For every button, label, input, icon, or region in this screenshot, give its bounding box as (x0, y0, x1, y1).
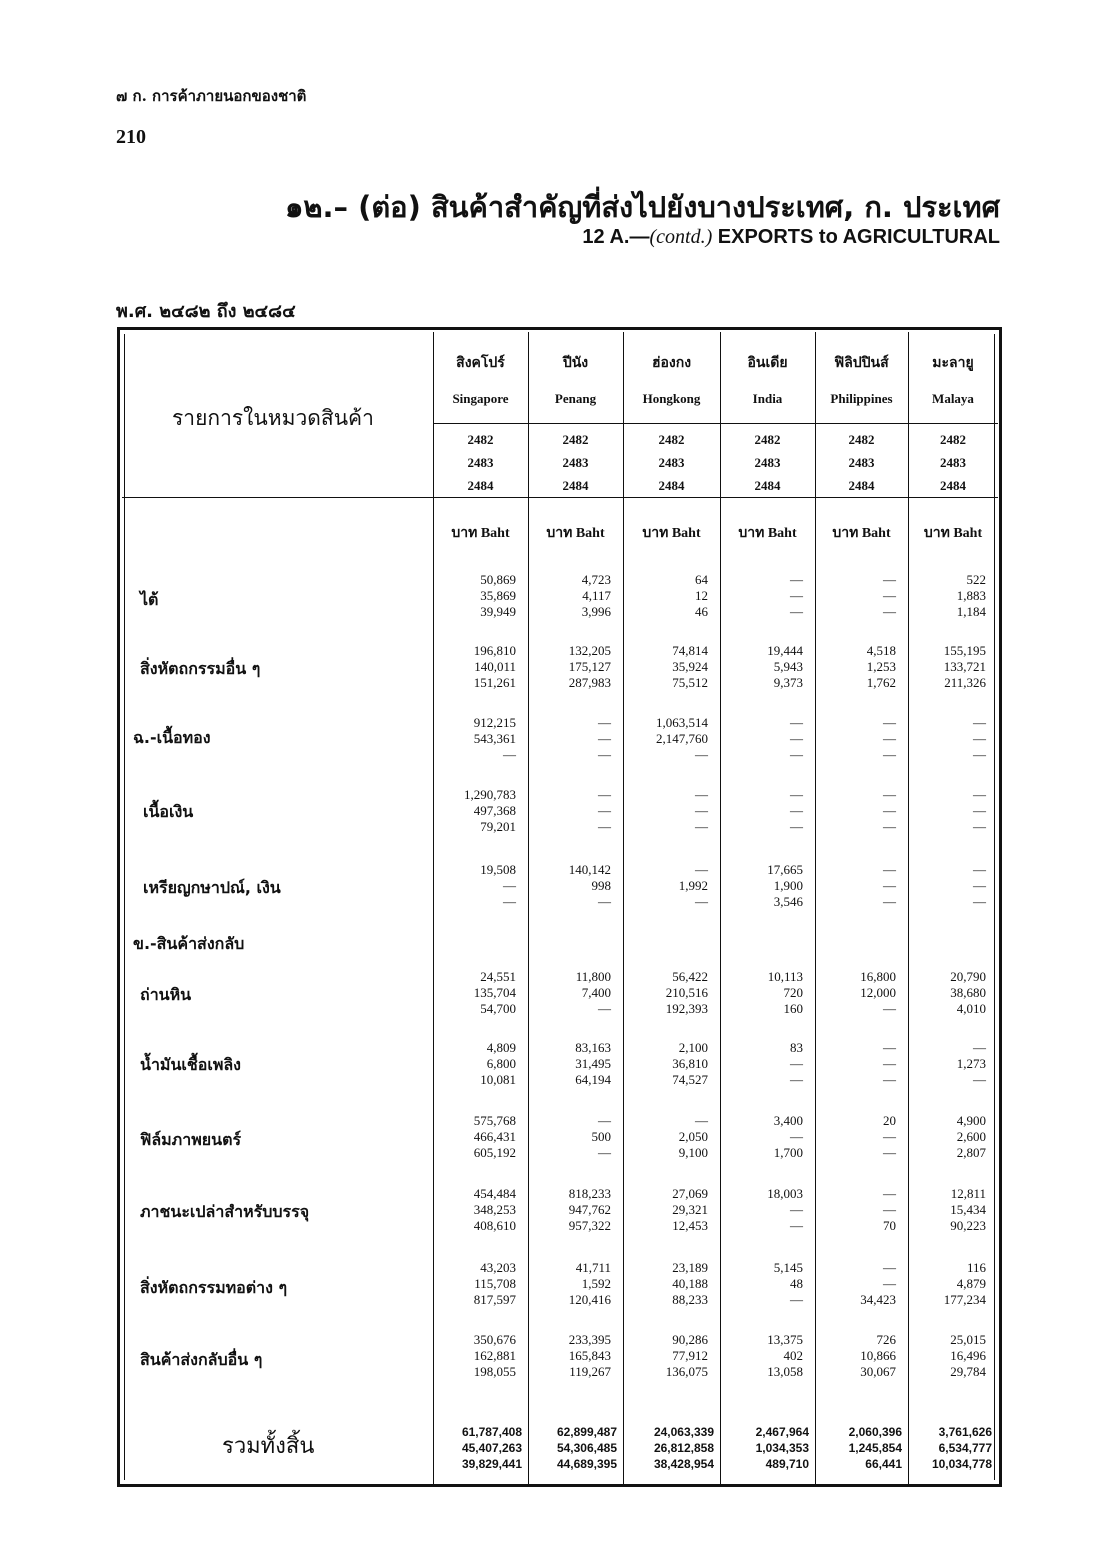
column-year: 2483 (754, 455, 781, 470)
column-unit: บาท Baht (451, 526, 510, 541)
table-cell: 211,326 (944, 675, 986, 690)
table-cell: 165,843 (568, 1348, 611, 1363)
table-cell: 140,011 (474, 659, 516, 674)
column-unit: บาท Baht (738, 526, 797, 541)
table-cell: 1,762 (866, 675, 896, 690)
column-year: 2482 (940, 432, 966, 447)
table-cell: 2,147,760 (656, 731, 708, 746)
column-header-english: Singapore (452, 391, 509, 406)
header-rule (815, 423, 908, 424)
table-cell: 947,762 (568, 1202, 611, 1217)
table-cell: — (973, 819, 986, 834)
title-en-contd: (contd.) (649, 226, 713, 248)
table-cell: 1,063,514 (656, 715, 708, 730)
table-cell: 4,809 (486, 1040, 516, 1055)
table-cell: — (973, 878, 986, 893)
column-header-thai: ปีนัง (562, 355, 589, 371)
table-cell: 2,600 (956, 1129, 986, 1144)
table-cell: 575,768 (473, 1113, 516, 1128)
column-divider (433, 332, 434, 1484)
table-cell: — (695, 894, 708, 909)
column-year: 2482 (754, 432, 781, 447)
table-cell: 31,495 (575, 1056, 611, 1071)
table-cell: 726 (876, 1332, 896, 1347)
column-year: 2482 (562, 432, 589, 447)
header-bottom-rule (122, 497, 998, 498)
table-cell: — (883, 1129, 896, 1144)
table-cell: 500 (591, 1129, 611, 1144)
table-cell: — (883, 1260, 896, 1275)
table-cell: 210,516 (665, 985, 708, 1000)
header-rule (528, 423, 623, 424)
total-label: รวมทั้งสิ้น (222, 1434, 315, 1459)
table-cell: 140,142 (568, 862, 611, 877)
row-label: ภาชนะเปล่าสำหรับบรรจุ (140, 1202, 310, 1221)
table-cell: 24,551 (480, 969, 516, 984)
table-cell: 40,188 (672, 1276, 708, 1291)
table-cell: 1,290,783 (464, 787, 516, 802)
table-cell: 1,592 (581, 1276, 611, 1291)
table-cell: 119,267 (569, 1364, 611, 1379)
table-cell: — (598, 715, 611, 730)
table-cell: — (790, 787, 803, 802)
table-cell: 20,790 (950, 969, 986, 984)
table-cell: 912,215 (473, 715, 516, 730)
table-cell: 56,422 (672, 969, 708, 984)
table-cell: 70 (883, 1218, 896, 1233)
table-cell: 1,184 (956, 604, 986, 619)
table-cell: 90,223 (950, 1218, 986, 1233)
column-year: 2483 (940, 455, 966, 470)
column-unit: บาท Baht (832, 526, 891, 541)
table-cell: 402 (783, 1348, 803, 1363)
total-cell: 1,245,854 (848, 1441, 902, 1455)
table-cell: 497,368 (473, 803, 516, 818)
table-cell: 13,058 (767, 1364, 803, 1379)
table-cell: 287,983 (568, 675, 611, 690)
table-cell: 151,261 (473, 675, 516, 690)
table-cell: — (790, 1056, 803, 1071)
table-cell: 9,373 (773, 675, 803, 690)
table-cell: — (695, 1113, 708, 1128)
table-cell: — (503, 894, 516, 909)
column-unit: บาท Baht (546, 526, 605, 541)
row-label: น้ำมันเชื้อเพลิง (140, 1055, 241, 1074)
table-cell: 29,784 (950, 1364, 986, 1379)
column-year: 2482 (848, 432, 875, 447)
export-table (117, 327, 1002, 1487)
table-cell: — (883, 1186, 896, 1201)
column-divider (815, 332, 816, 1484)
table-cell: — (883, 731, 896, 746)
table-cell: 23,189 (672, 1260, 708, 1275)
year-range: พ.ศ. ๒๔๘๒ ถึง ๒๔๘๔ (116, 301, 296, 322)
title-en-prefix: 12 A.— (582, 226, 650, 248)
table-cell: 135,704 (473, 985, 516, 1000)
table-cell: — (695, 862, 708, 877)
row-label: เนื้อเงิน (143, 802, 194, 821)
row-label: เหรียญกษาปณ์, เงิน (143, 878, 281, 897)
total-cell: 2,467,964 (755, 1425, 809, 1439)
table-cell: — (883, 1202, 896, 1217)
table-cell: 83 (790, 1040, 803, 1055)
table-cell: — (598, 787, 611, 802)
column-divider (720, 332, 721, 1484)
table-cell: — (598, 1145, 611, 1160)
table-cell: — (973, 715, 986, 730)
table-cell: 192,393 (665, 1001, 708, 1016)
table-cell: — (598, 894, 611, 909)
table-cell: — (973, 1040, 986, 1055)
table-cell: — (790, 747, 803, 762)
table-cell: 4,518 (866, 643, 896, 658)
table-cell: 10,866 (860, 1348, 896, 1363)
total-cell: 6,534,777 (938, 1441, 992, 1455)
table-cell: 116 (966, 1260, 986, 1275)
table-cell: 175,127 (568, 659, 611, 674)
table-cell: 16,496 (950, 1348, 986, 1363)
table-cell: 75,512 (672, 675, 708, 690)
table-cell: 115,708 (474, 1276, 516, 1291)
table-cell: 348,253 (473, 1202, 516, 1217)
total-cell: 489,710 (765, 1457, 809, 1471)
table-cell: 10,081 (480, 1072, 516, 1087)
table-cell: 79,201 (480, 819, 516, 834)
column-header-thai: สิงคโปร์ (456, 355, 505, 371)
table-cell: — (598, 1001, 611, 1016)
table-cell: — (883, 803, 896, 818)
row-label: ฟิล์มภาพยนตร์ (140, 1130, 242, 1149)
column-year: 2482 (467, 432, 494, 447)
table-cell: 160 (783, 1001, 803, 1016)
section-label: ข.-สินค้าส่งกลับ (133, 934, 245, 953)
table-cell: 34,423 (860, 1292, 896, 1307)
table-cell: 2,100 (678, 1040, 708, 1055)
table-cell: — (973, 894, 986, 909)
table-cell: 54,700 (480, 1001, 516, 1016)
table-cell: 132,205 (568, 643, 611, 658)
table-cell: 77,912 (672, 1348, 708, 1363)
table-cell: 30,067 (860, 1364, 896, 1379)
table-cell: 155,195 (943, 643, 986, 658)
table-cell: 4,879 (956, 1276, 986, 1291)
table-cell: — (973, 731, 986, 746)
table-cell: — (883, 878, 896, 893)
table-cell: 1,900 (773, 878, 803, 893)
header-rule (908, 423, 998, 424)
table-cell: 46 (695, 604, 708, 619)
table-cell: 198,055 (473, 1364, 516, 1379)
table-cell: — (973, 862, 986, 877)
column-header-thai: ฮ่องกง (651, 355, 692, 371)
table-cell: 83,163 (575, 1040, 611, 1055)
table-cell: 16,800 (860, 969, 896, 984)
table-cell: 957,322 (568, 1218, 611, 1233)
table-cell: 38,680 (950, 985, 986, 1000)
table-cell: 90,286 (672, 1332, 708, 1347)
table-cell: — (503, 878, 516, 893)
row-label: สิ่งหัตถกรรมทอต่าง ๆ (140, 1278, 288, 1297)
column-year: 2484 (848, 478, 875, 493)
page-number: 210 (116, 126, 146, 148)
table-cell: 43,203 (480, 1260, 516, 1275)
table-cell: 1,883 (956, 588, 986, 603)
table-cell: 1,992 (678, 878, 708, 893)
table-cell: — (883, 1276, 896, 1291)
table-cell: 13,375 (767, 1332, 803, 1347)
table-cell: 36,810 (672, 1056, 708, 1071)
table-cell: 4,010 (956, 1001, 986, 1016)
table-cell: 818,233 (568, 1186, 611, 1201)
table-title-thai: ๑๒.– (ต่อ) สินค้าสำคัญที่ส่งไปยังบางประเทศ, ก. ประเทศ (284, 190, 1000, 224)
table-cell: 17,665 (767, 862, 803, 877)
total-cell: 38,428,954 (653, 1457, 714, 1471)
table-cell: 18,003 (767, 1186, 803, 1201)
column-year: 2483 (658, 455, 685, 470)
table-cell: — (503, 747, 516, 762)
table-cell: 74,814 (672, 643, 708, 658)
total-cell: 2,060,396 (848, 1425, 902, 1439)
column-divider (623, 332, 624, 1484)
table-cell: 48 (790, 1276, 803, 1291)
table-cell: 74,527 (672, 1072, 708, 1087)
column-year: 2483 (848, 455, 875, 470)
table-cell: 3,996 (581, 604, 611, 619)
total-cell: 10,034,778 (931, 1457, 992, 1471)
total-cell: 39,829,441 (461, 1457, 522, 1471)
table-cell: — (790, 1218, 803, 1233)
table-cell: 522 (966, 572, 986, 587)
table-cell: 1,253 (866, 659, 896, 674)
table-cell: 133,721 (943, 659, 986, 674)
row-label: ถ่านหิน (140, 985, 192, 1004)
column-header-english: India (752, 391, 783, 406)
table-cell: — (883, 1072, 896, 1087)
table-cell: 12,000 (860, 985, 896, 1000)
table-cell: — (973, 787, 986, 802)
table-cell: 10,113 (767, 969, 803, 984)
table-cell: 12,453 (672, 1218, 708, 1233)
table-cell: 998 (591, 878, 611, 893)
table-cell: — (790, 803, 803, 818)
row-label: สิ่งหัตถกรรมอื่น ๆ (140, 659, 261, 678)
table-cell: 7,400 (581, 985, 611, 1000)
column-header-english: Penang (554, 391, 597, 406)
total-cell: 3,761,626 (938, 1425, 992, 1439)
table-cell: — (790, 604, 803, 619)
table-cell: 350,676 (473, 1332, 516, 1347)
total-cell: 26,812,858 (653, 1441, 714, 1455)
table-cell: 88,233 (672, 1292, 708, 1307)
table-title-english (582, 226, 1000, 249)
column-year: 2484 (562, 478, 589, 493)
header-rule (433, 423, 528, 424)
table-cell: — (598, 731, 611, 746)
description-header: รายการในหมวดสินค้า (172, 406, 374, 430)
table-cell: — (790, 1202, 803, 1217)
table-cell: 1,700 (773, 1145, 803, 1160)
table-cell: 25,015 (950, 1332, 986, 1347)
table-cell: — (883, 894, 896, 909)
column-header-english: Malaya (932, 391, 974, 406)
table-cell: 3,400 (773, 1113, 803, 1128)
header-rule (720, 423, 815, 424)
table-cell: — (695, 819, 708, 834)
table-cell: 9,100 (678, 1145, 708, 1160)
table-cell: 11,800 (575, 969, 611, 984)
table-cell: 27,069 (672, 1186, 708, 1201)
column-year: 2484 (658, 478, 685, 493)
table-cell: — (883, 747, 896, 762)
table-cell: — (598, 1113, 611, 1128)
column-divider (908, 332, 909, 1484)
table-cell: 720 (783, 985, 803, 1000)
total-cell: 1,034,353 (755, 1441, 809, 1455)
table-cell: — (790, 715, 803, 730)
table-cell: — (973, 803, 986, 818)
table-cell: 817,597 (473, 1292, 516, 1307)
table-cell: 12,811 (950, 1186, 986, 1201)
total-cell: 62,899,487 (556, 1425, 617, 1439)
table-cell: — (598, 819, 611, 834)
table-cell: — (883, 715, 896, 730)
table-cell: — (883, 1145, 896, 1160)
row-label: สินค้าส่งกลับอื่น ๆ (140, 1350, 263, 1369)
table-cell: 543,361 (473, 731, 516, 746)
section-header: ๗ ก. การค้าภายนอกของชาติ (116, 87, 307, 105)
table-cell: 177,234 (943, 1292, 986, 1307)
row-label: ฉ.-เนื้อทอง (133, 728, 211, 747)
table-cell: 233,395 (568, 1332, 611, 1347)
table-cell: — (790, 572, 803, 587)
table-cell: 19,508 (480, 862, 516, 877)
column-year: 2483 (562, 455, 589, 470)
table-cell: — (883, 787, 896, 802)
table-cell: 20 (883, 1113, 896, 1128)
table-cell: — (695, 787, 708, 802)
table-cell: 29,321 (672, 1202, 708, 1217)
table-cell: 120,416 (568, 1292, 611, 1307)
total-cell: 61,787,408 (461, 1425, 522, 1439)
column-header-thai: มะลายู (932, 355, 974, 371)
table-cell: 2,050 (678, 1129, 708, 1144)
table-cell: — (973, 747, 986, 762)
table-cell: 19,444 (767, 643, 803, 658)
table-cell: 41,711 (575, 1260, 611, 1275)
table-cell: — (695, 747, 708, 762)
table-cell: — (598, 747, 611, 762)
table-cell: — (790, 588, 803, 603)
table-cell: 5,943 (773, 659, 803, 674)
table-cell: 162,881 (473, 1348, 516, 1363)
table-cell: — (883, 819, 896, 834)
table-cell: 35,869 (480, 588, 516, 603)
table-cell: 136,075 (665, 1364, 708, 1379)
table-cell: 12 (695, 588, 708, 603)
table-cell: — (790, 731, 803, 746)
header-rule (623, 423, 720, 424)
table-cell: — (695, 803, 708, 818)
table-cell: 6,800 (486, 1056, 516, 1071)
column-unit: บาท Baht (923, 526, 983, 541)
table-cell: — (790, 1129, 803, 1144)
column-year: 2484 (754, 478, 781, 493)
table-cell: — (883, 1040, 896, 1055)
table-cell: 4,900 (956, 1113, 986, 1128)
column-header-english: Hongkong (642, 391, 701, 406)
total-cell: 45,407,263 (461, 1441, 522, 1455)
column-year: 2484 (467, 478, 494, 493)
table-cell: — (883, 862, 896, 877)
table-cell: 1,273 (956, 1056, 986, 1071)
table-cell: — (883, 1056, 896, 1071)
column-divider (528, 332, 529, 1484)
table-cell: 408,610 (473, 1218, 516, 1233)
column-year: 2483 (467, 455, 494, 470)
table-cell: — (973, 1072, 986, 1087)
table-cell: — (883, 604, 896, 619)
column-header-thai: ฟิลิปปินส์ (834, 355, 889, 371)
table-cell: 2,807 (956, 1145, 986, 1160)
column-unit: บาท Baht (642, 526, 701, 541)
total-cell: 66,441 (865, 1457, 902, 1471)
table-cell: 50,869 (480, 572, 516, 587)
table-cell: — (790, 819, 803, 834)
column-header-thai: อินเดีย (747, 355, 788, 371)
column-year: 2484 (940, 478, 966, 493)
table-cell: 3,546 (773, 894, 803, 909)
table-cell: — (790, 1072, 803, 1087)
table-cell: 5,145 (773, 1260, 803, 1275)
table-cell: — (598, 803, 611, 818)
table-cell: 64,194 (575, 1072, 611, 1087)
table-cell: 64 (695, 572, 708, 587)
title-en-rest: EXPORTS to AGRICULTURAL (712, 226, 1000, 248)
column-year: 2482 (658, 432, 685, 447)
table-cell: — (883, 572, 896, 587)
table-cell: — (790, 1292, 803, 1307)
column-header-english: Philippines (830, 391, 893, 406)
table-cell: 196,810 (473, 643, 516, 658)
table-cell: 466,431 (473, 1129, 516, 1144)
table-cell: — (883, 588, 896, 603)
table-cell: — (883, 1001, 896, 1016)
row-label: ไต้ (140, 590, 159, 609)
total-cell: 54,306,485 (556, 1441, 617, 1455)
table-cell: 4,723 (581, 572, 611, 587)
table-cell: 35,924 (672, 659, 708, 674)
total-cell: 24,063,339 (653, 1425, 714, 1439)
table-cell: 605,192 (473, 1145, 516, 1160)
total-cell: 44,689,395 (556, 1457, 617, 1471)
table-cell: 39,949 (480, 604, 516, 619)
table-cell: 15,434 (950, 1202, 986, 1217)
table-cell: 454,484 (473, 1186, 516, 1201)
table-cell: 4,117 (582, 588, 611, 603)
